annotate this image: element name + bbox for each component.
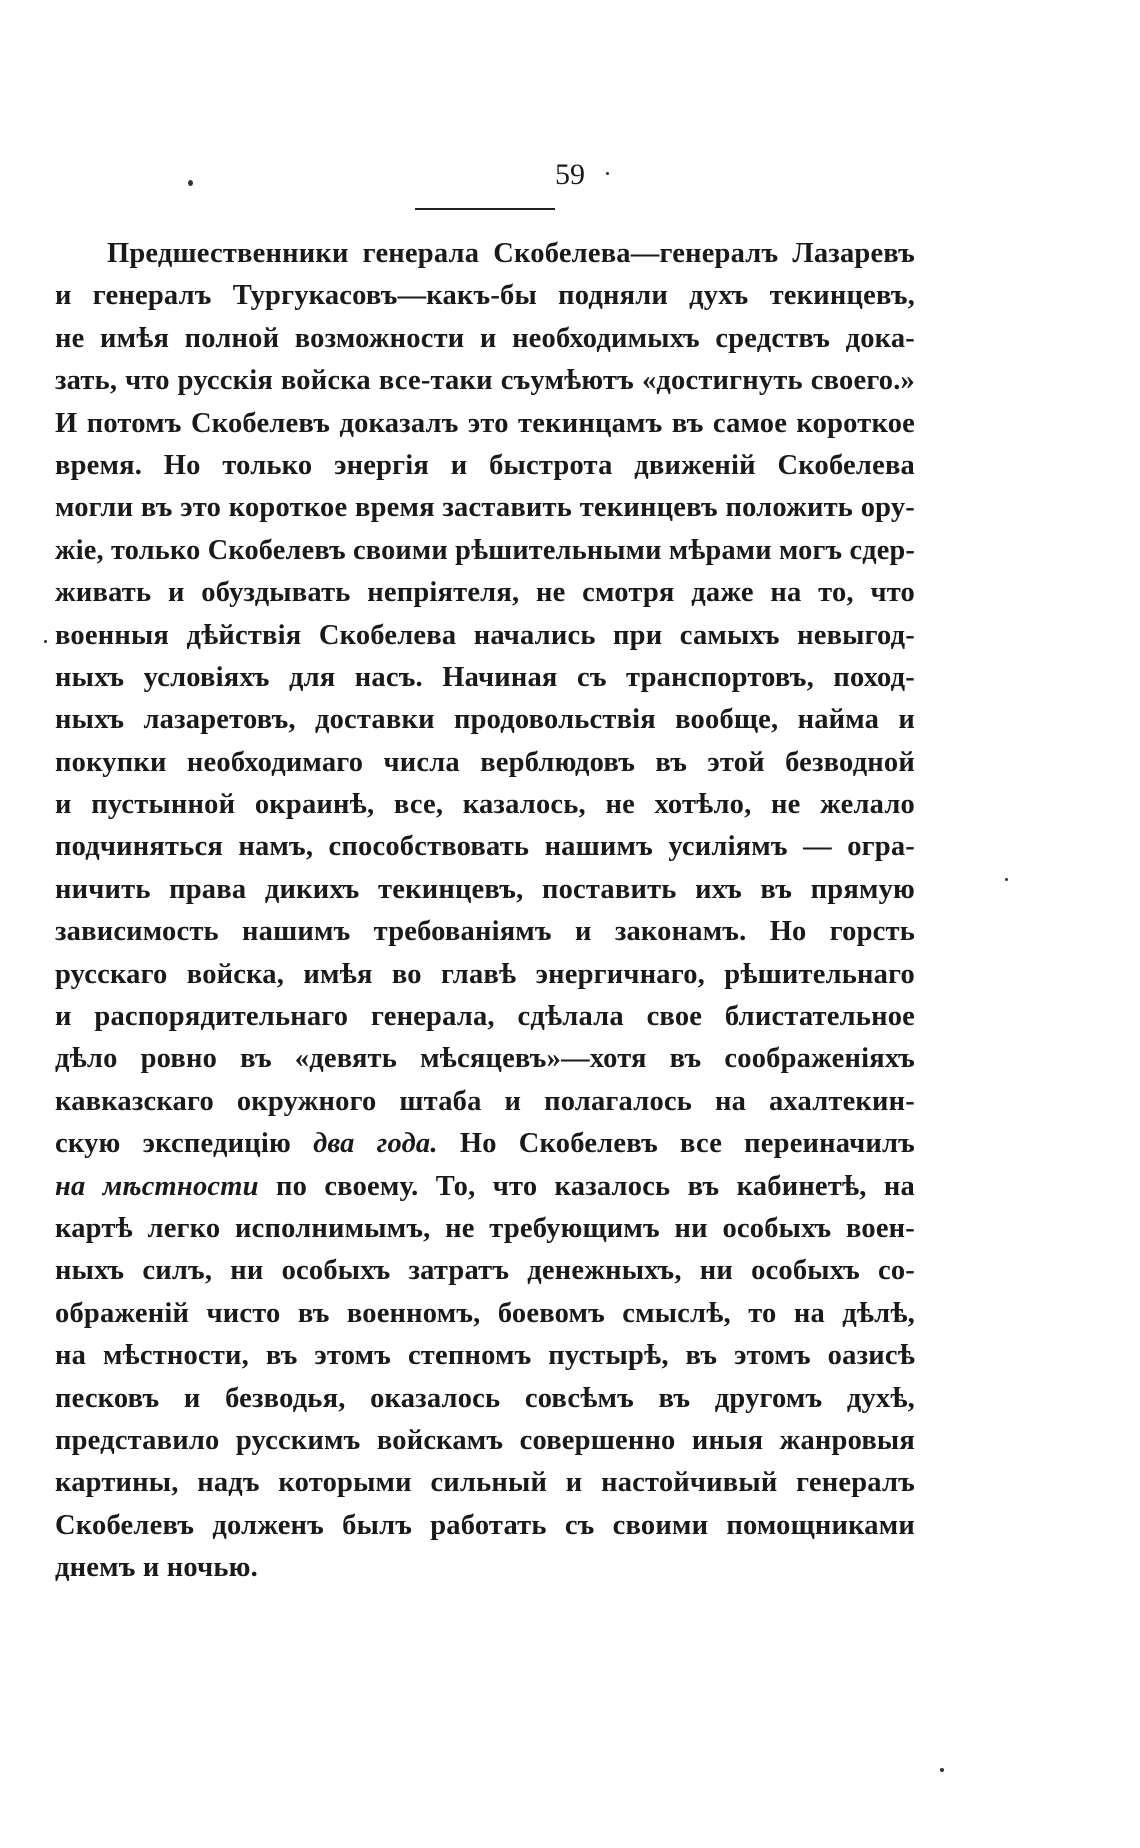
text-line: не имѣя полной возможности и необходимыхъ средствъ дока- [55,322,915,354]
text-line: подчиняться намъ, способствовать нашимъ усиліямъ — огра- [55,831,915,863]
text-line: И потомъ Скобелевъ доказалъ это текинцамъ въ самое короткое [55,407,915,439]
text-line: песковъ и безводья, оказалось совсѣмъ въ другомъ духѣ, [55,1382,915,1414]
text-line: картины, надъ которыми сильный и настойчивый генералъ [55,1467,915,1499]
text-line: ничить права дикихъ текинцевъ, поставить ихъ въ прямую [55,873,915,905]
text-line: могли въ это короткое время заставить текинцевъ положить ору- [55,492,915,524]
text-line: жіе, только Скобелевъ своими рѣшительными мѣрами могъ сдер- [55,534,915,566]
text-line: покупки необходимаго числа верблюдовъ въ этой безводной [55,746,915,778]
text-line: Скобелевъ долженъ былъ работать съ своими помощниками [55,1509,915,1541]
text-line: живать и обуздывать непріятеля, не смотря даже на то, что [55,577,915,609]
print-speck [44,640,47,643]
text-line [55,1123,915,1165]
body-text [55,233,915,1590]
line-text: по своему. То, что казалось въ кабинетѣ, на [258,1170,915,1202]
text-line: зать, что русскія войска все-таки съумѣютъ «достигнуть своего.» [55,365,915,397]
text-line: днемъ и ночью. [55,1552,258,1584]
text-line: представило русскимъ войскамъ совершенно иныя жанровыя [55,1424,915,1456]
text-line: русскаго войска, имѣя во главѣ энергичнаго, рѣшительнаго [55,958,915,990]
line-text: скую экспедицію [55,1128,314,1160]
line-text: Но Скобелевъ все переиначилъ [437,1128,915,1160]
print-speck [606,172,609,175]
text-line: картѣ легко исполнимымъ, не требующимъ ни особыхъ воен- [55,1212,915,1244]
text-line: и пустынной окраинѣ, все, казалось, не хотѣло, не желало [55,789,915,821]
text-line: зависимость нашимъ требованіямъ и законамъ. Но горсть [55,916,915,948]
page-number: 59 [555,158,585,191]
text-line: ныхъ условіяхъ для насъ. Начиная съ транспортовъ, поход- [55,661,915,693]
print-speck [1005,878,1008,881]
text-line: и генералъ Тургукасовъ—какъ-бы подняли духъ текинцевъ, [55,280,915,312]
text-line: и распорядительнаго генерала, сдѣлала свое блистательное [55,1001,915,1033]
print-speck [940,1768,944,1772]
text-line [55,1166,915,1208]
italic-phrase: на мѣстности [55,1170,259,1202]
text-line: Предшественники генерала Скобелева—генералъ Лазаревъ [107,238,915,269]
print-speck [188,180,193,186]
italic-phrase: два года. [313,1128,438,1160]
text-line: на мѣстности, въ этомъ степномъ пустырѣ, въ этомъ оазисѣ [55,1340,915,1372]
text-line: ображеній чисто въ военномъ, боевомъ смыслѣ, то на дѣлѣ, [55,1297,915,1329]
text-line: ныхъ лазаретовъ, доставки продовольствія вообще, найма и [55,704,915,736]
text-line: военныя дѣйствія Скобелева начались при самыхъ невыгод- [55,619,915,651]
header-rule [415,208,555,210]
text-line: ныхъ силъ, ни особыхъ затратъ денежныхъ, ни особыхъ со- [55,1255,915,1287]
text-line: время. Но только энергія и быстрота движеній Скобелева [55,449,915,481]
text-line: дѣло ровно въ «девять мѣсяцевъ»—хотя въ соображеніяхъ [55,1043,915,1075]
text-line: кавказскаго окружного штаба и полагалось на ахалтекин- [55,1085,915,1117]
